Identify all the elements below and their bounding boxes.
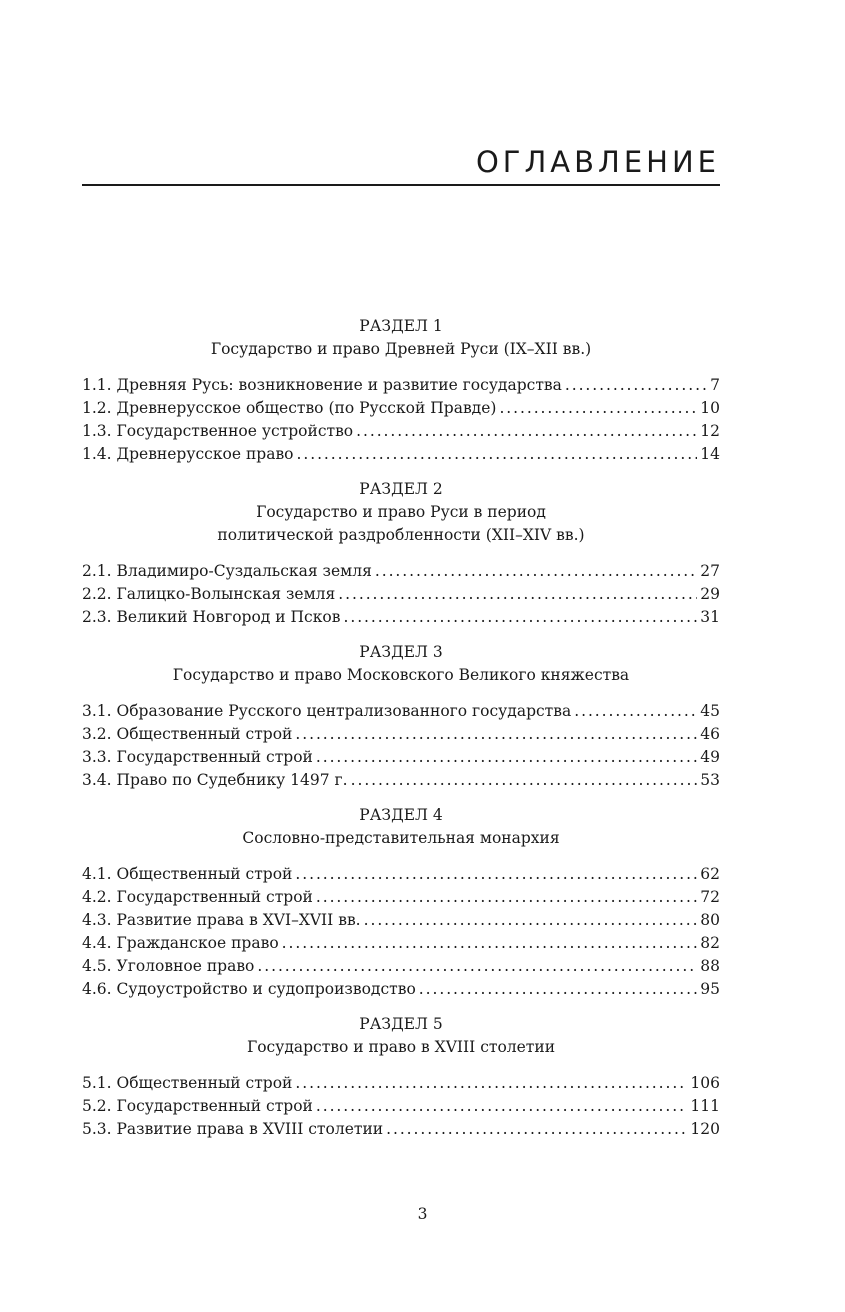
toc-entry-label: 3.4. Право по Судебнику 1497 г. [82,771,348,789]
toc-entry-page: 10 [700,399,720,417]
toc-entry-label: 3.3. Государственный строй [82,748,313,766]
dot-leader [316,1095,688,1118]
toc-entry[interactable] [82,863,720,886]
dot-leader [386,1118,687,1141]
toc-entry[interactable] [82,700,720,723]
dot-leader [375,560,697,583]
title-rule [82,184,720,186]
toc-entry[interactable] [82,909,720,932]
toc-entry[interactable] [82,1095,720,1118]
toc-section [82,1013,720,1141]
dot-leader [364,909,698,932]
toc-entry-label: 4.1. Общественный строй [82,865,293,883]
dot-leader [574,700,697,723]
toc-entry[interactable] [82,374,720,397]
toc-entry[interactable] [82,955,720,978]
dot-leader [316,886,697,909]
dot-leader [499,397,697,420]
toc-entry[interactable] [82,583,720,606]
toc-entry-label: 2.2. Галицко-Волынская земля [82,585,336,603]
toc-entry[interactable] [82,978,720,1001]
dot-leader [565,374,707,397]
toc-entry-label: 5.2. Государственный строй [82,1097,313,1115]
toc-entry-page: 88 [700,957,720,975]
toc-entry-list [82,700,720,792]
toc-entry[interactable] [82,606,720,629]
toc-entry-page: 31 [700,608,720,626]
toc-entry-page: 27 [700,562,720,580]
toc-entry-label: 1.1. Древняя Русь: возникновение и развитие государства [82,376,562,394]
toc-entry-page: 80 [700,911,720,929]
toc-entry-page: 53 [700,771,720,789]
toc-section [82,804,720,1001]
dot-leader [295,863,697,886]
toc-entry-list [82,1072,720,1141]
dot-leader [419,978,697,1001]
section-subtitle: Государство и право Московского Великого княжества [172,666,630,684]
toc-entry[interactable] [82,886,720,909]
toc-sections [82,315,720,1153]
section-subtitle: Государство и право Древней Руси (IX–XII вв.) [210,340,592,358]
dot-leader [295,1072,687,1095]
section-heading: РАЗДЕЛ 4 [359,806,443,824]
toc-entry[interactable] [82,723,720,746]
dot-leader [356,420,697,443]
toc-entry[interactable] [82,420,720,443]
toc-entry-label: 1.2. Древнерусское общество (по Русской Правде) [82,399,497,417]
toc-entry-page: 82 [700,934,720,952]
toc-section [82,478,720,629]
toc-section [82,315,720,466]
toc-entry-page: 29 [700,585,720,603]
toc-entry-page: 72 [700,888,720,906]
toc-entry-page: 95 [700,980,720,998]
toc-entry-page: 120 [690,1120,720,1138]
section-heading: РАЗДЕЛ 1 [359,317,443,335]
section-subtitle: Государство и право Руси в период [256,503,546,521]
toc-entry[interactable] [82,769,720,792]
toc-entry-page: 46 [700,725,720,743]
toc-entry[interactable] [82,443,720,466]
toc-entry[interactable] [82,560,720,583]
toc-entry-label: 1.4. Древнерусское право [82,445,294,463]
toc-entry-page: 12 [700,422,720,440]
dot-leader [338,583,697,606]
section-subtitle: политической раздробленности (XII–XIV вв.) [217,526,585,544]
toc-entry-label: 1.3. Государственное устройство [82,422,354,440]
toc-entry-label: 4.2. Государственный строй [82,888,313,906]
toc-entry-page: 7 [710,376,720,394]
section-heading: РАЗДЕЛ 3 [359,643,443,661]
section-heading: РАЗДЕЛ 2 [359,480,443,498]
toc-entry-label: 5.1. Общественный строй [82,1074,293,1092]
dot-leader [295,723,697,746]
toc-entry-list [82,374,720,466]
toc-entry-label: 4.4. Гражданское право [82,934,279,952]
toc-entry-page: 14 [700,445,720,463]
toc-entry-label: 5.3. Развитие права в XVIII столетии [82,1120,384,1138]
toc-entry-page: 111 [690,1097,720,1115]
toc-entry[interactable] [82,1072,720,1095]
toc-entry-label: 3.2. Общественный строй [82,725,293,743]
toc-entry-list [82,863,720,1001]
toc-entry-label: 4.3. Развитие права в XVI–XVII вв. [82,911,361,929]
toc-entry[interactable] [82,1118,720,1141]
toc-entry[interactable] [82,397,720,420]
toc-section [82,641,720,792]
dot-leader [343,606,697,629]
page-title: ОГЛАВЛЕНИЕ [475,145,720,179]
section-subtitle: Государство и право в XVIII столетии [246,1038,556,1056]
toc-entry-page: 62 [700,865,720,883]
toc-entry-label: 4.5. Уголовное право [82,957,255,975]
page-number: 3 [417,1205,428,1223]
section-heading: РАЗДЕЛ 5 [359,1015,443,1033]
dot-leader [351,769,698,792]
toc-entry[interactable] [82,746,720,769]
toc-entry[interactable] [82,932,720,955]
toc-entry-page: 45 [700,702,720,720]
dot-leader [297,443,698,466]
toc-entry-label: 3.1. Образование Русского централизованного государства [82,702,572,720]
toc-entry-label: 2.1. Владимиро-Суздальская земля [82,562,372,580]
section-subtitle: Сословно-представительная монархия [242,829,560,847]
dot-leader [282,932,698,955]
toc-entry-list [82,560,720,629]
toc-entry-label: 2.3. Великий Новгород и Псков [82,608,341,626]
toc-entry-label: 4.6. Судоустройство и судопроизводство [82,980,416,998]
toc-entry-page: 106 [690,1074,720,1092]
toc-entry-page: 49 [700,748,720,766]
dot-leader [316,746,697,769]
dot-leader [257,955,697,978]
